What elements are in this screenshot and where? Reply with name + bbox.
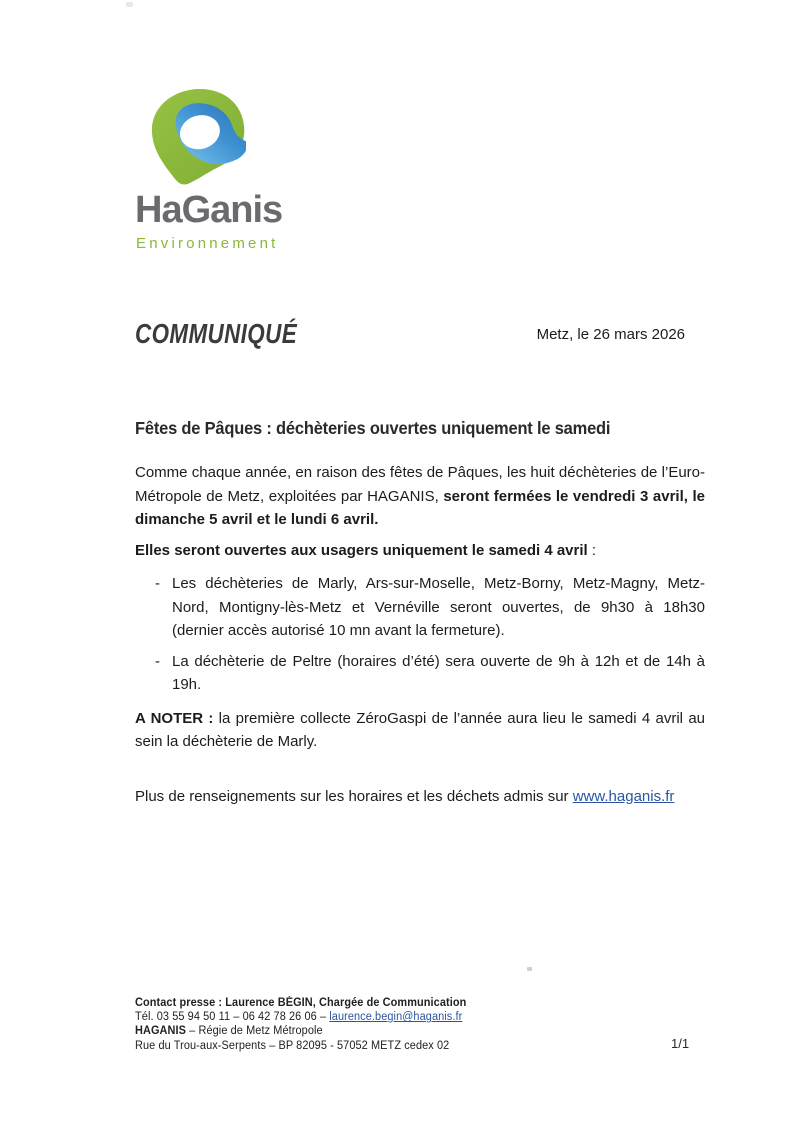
bullet-text: La déchèterie de Peltre (horaires d’été) sera ouverte de 9h à 12h et de 14h à 19h. — [172, 652, 705, 693]
haganis-website-link[interactable]: www.haganis.fr — [572, 787, 675, 805]
bullet-dash-icon: - — [155, 575, 160, 592]
scan-speck — [126, 2, 133, 7]
page-number: 1/1 — [671, 1036, 690, 1051]
intro-paragraph — [135, 461, 705, 532]
more-info-text: Plus de renseignements sur les horaires et les déchets admis sur — [135, 787, 573, 805]
open-days-bold: Elles seront ouvertes aux usagers uniquement le samedi 4 avril — [135, 541, 588, 559]
communique-title: COMMUNIQUÉ — [135, 318, 298, 349]
article-body — [135, 418, 705, 808]
haganis-logo — [133, 88, 282, 252]
brand-name: HaGanis — [135, 189, 283, 231]
footer-address-line: Rue du Trou-aux-Serpents – BP 82095 - 57052 METZ cedex 02 — [135, 1039, 450, 1052]
intro-bold-text: seront fermées le vendredi 3 avril, le dimanche 5 avril et le lundi 6 avril. — [135, 487, 705, 528]
brand-tagline: Environnement — [136, 235, 279, 252]
bullet-dash-icon: - — [155, 652, 160, 670]
footer-phone-line — [135, 1010, 591, 1024]
more-info-line — [135, 785, 705, 809]
note-paragraph — [135, 707, 705, 754]
intro-regular-text: Comme chaque année, en raison des fêtes de Pâques, les huit déchèteries de l’Euro-Métropole de Metz, exploitées par HAGANIS, — [135, 464, 705, 505]
note-text: la première collecte ZéroGaspi de l’année aura lieu le samedi 4 avril au sein la déchèterie de Marly. — [135, 709, 705, 750]
dateline: Metz, le 26 mars 2026 — [536, 325, 685, 343]
contact-email-link[interactable]: laurence.begin@haganis.fr — [329, 1011, 463, 1024]
bullet-text: Les déchèteries de Marly, Ars-sur-Moselle, Metz-Borny, Metz-Magny, Metz-Nord, Montigny-lès-Metz et Vernéville seront ouvertes, de 9h30 à 18h30 (dernier accès autorisé 10 mn avant la fermeture). — [172, 575, 705, 639]
note-label: A NOTER : — [135, 709, 214, 727]
communique-header-row — [135, 318, 705, 350]
footer-phone-numbers: Tél. 03 55 94 50 11 – 06 42 78 26 06 – — [135, 1011, 330, 1024]
footer-contact-line: Contact presse : Laurence BÉGIN, Chargée de Communication — [135, 997, 467, 1009]
haganis-logo-icon — [150, 88, 246, 186]
open-days-line — [135, 539, 705, 563]
footer-org-line — [135, 1024, 591, 1038]
open-days-colon: : — [587, 541, 597, 559]
scan-speck — [527, 967, 532, 971]
footer-org-rest: – Régie de Metz Métropole — [186, 1025, 323, 1038]
footer-contact-block — [135, 996, 591, 1053]
bullet-item-hours-main — [135, 572, 705, 643]
bullet-item-hours-peltre — [135, 650, 705, 697]
article-heading: Fêtes de Pâques : déchèteries ouvertes uniquement le samedi — [135, 418, 611, 438]
footer-org-name: HAGANIS — [135, 1025, 187, 1038]
